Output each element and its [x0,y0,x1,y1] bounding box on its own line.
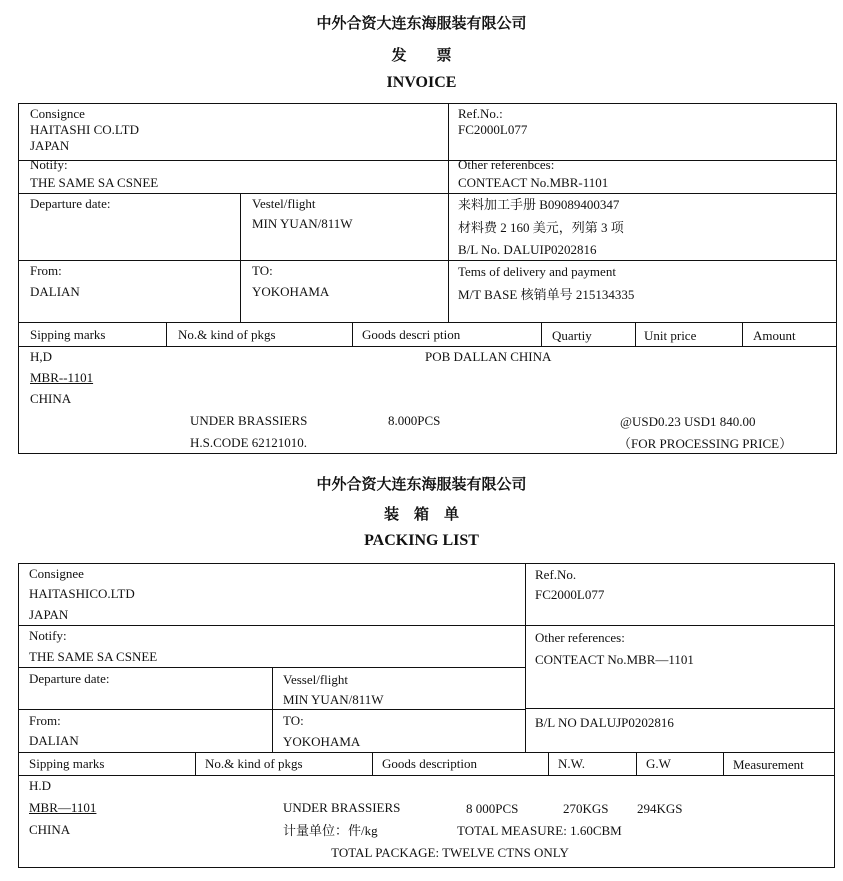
terms-label: Tems of delivery and payment [458,264,616,279]
pl-header-goods: Goods description [382,756,477,771]
quantity: 8.000PCS [388,413,441,428]
consignee-label: Consignce [30,106,85,121]
pl-other-value: CONTEACT No.MBR—1101 [535,652,694,667]
pl-notify-label: Notify: [29,628,67,643]
pl-consignee-country: JAPAN [29,607,69,622]
pl-total-package: TOTAL PACKAGE: TWELVE CTNS ONLY [331,845,569,860]
packing-divider [272,667,274,753]
to-value: YOKOHAMA [252,284,330,299]
from-value: DALIAN [30,284,80,299]
vessel-label: Vestel/flight [252,196,316,211]
packing-title: PACKING LIST [364,532,479,549]
packing-title-cn: 装 箱 单 [383,507,459,523]
consignee-name: HAITASHI CO.LTD [30,122,139,137]
vessel-value: MIN YUAN/811W [252,216,353,231]
price-note: （FOR PROCESSING PRICE） [618,436,793,451]
pl-to-value: YOKOHAMA [283,734,361,749]
bl-number: B/L No. DALUIP0202816 [458,242,597,257]
header-quantity: Quartiy [552,328,592,343]
pl-gross-weight: 294KGS [637,801,683,816]
packing-col-divider [723,752,725,776]
hs-code: H.S.CODE 62121010. [190,435,308,450]
terms-value: M/T BASE 核销单号 215134335 [458,287,635,302]
pl-consignee-name: HAITASHICO.LTD [29,586,135,601]
mark-line: H,D [30,349,53,364]
pl-departure-label: Departure date: [29,671,110,686]
pl-bl-number: B/L NO DALUJP0202816 [535,715,674,730]
pl-header-pkgs: No.& kind of pkgs [205,756,303,771]
pl-mark-line: H.D [29,778,52,793]
pl-from-value: DALIAN [29,733,79,748]
pl-mark-line: CHINA [29,822,71,837]
consignee-country: JAPAN [30,138,70,153]
pl-total-measure: TOTAL MEASURE: 1.60CBM [457,823,622,838]
handbook-note: 来料加工手册 B09089400347 [458,197,620,212]
pl-consignee-label: Consignee [29,566,84,581]
invoice-title-cn: 发 票 [391,48,452,64]
notify-label: Notify: [30,157,68,172]
material-fee-note: 材料费 2 160 美元，列第 3 项 [458,220,624,235]
packing-company: 中外合资大连东海服装有限公司 [316,477,527,493]
other-value: CONTEACT No.MBR-1101 [458,175,609,190]
pl-header-gw: G.W [646,756,671,771]
from-label: From: [30,263,62,278]
invoice-company: 中外合资大连东海服装有限公司 [316,16,527,32]
invoice-col-divider [742,322,743,347]
pl-notify-value: THE SAME SA CSNEE [29,649,158,664]
pl-from-label: From: [29,713,61,728]
pl-vessel-label: Vessel/flight [283,672,348,687]
mark-line: MBR--1101 [30,370,94,385]
header-unit-price: Unit price [644,328,697,343]
pl-header-marks: Sipping marks [29,756,105,771]
pl-mark-line: MBR—1101 [29,800,97,815]
pl-ref-label: Ref.No. [535,567,577,582]
pl-goods: UNDER BRASSIERS [283,800,401,815]
fob-term: POB DALLAN CHINA [425,349,552,364]
pl-header-measurement: Measurement [733,757,804,772]
to-label: TO: [252,263,273,278]
pl-other-label: Other references: [535,630,625,645]
other-label: Other referenbces: [458,157,555,172]
invoice-vessel-col [240,193,449,323]
pl-vessel-value: MIN YUAN/811W [283,692,384,707]
pl-ref-value: FC2000L077 [535,587,605,602]
ref-value: FC2000L077 [458,122,528,137]
pl-header-nw: N.W. [558,756,585,771]
header-goods: Goods descri ption [362,327,461,342]
invoice-title: INVOICE [386,74,457,91]
pl-unit: 计量单位：件/kg [283,823,378,838]
header-pkgs: No.& kind of pkgs [178,327,276,342]
header-marks: Sipping marks [30,327,106,342]
ref-label: Ref.No.: [458,106,503,121]
pl-net-weight: 270KGS [563,801,609,816]
price-amount: @USD0.23 USD1 840.00 [620,414,756,429]
mark-line: CHINA [30,391,72,406]
pl-quantity: 8 000PCS [466,801,519,816]
notify-value: THE SAME SA CSNEE [30,175,159,190]
goods-description: UNDER BRASSIERS [190,413,308,428]
pl-to-label: TO: [283,713,304,728]
departure-label: Departure date: [30,196,111,211]
header-amount: Amount [753,328,796,343]
